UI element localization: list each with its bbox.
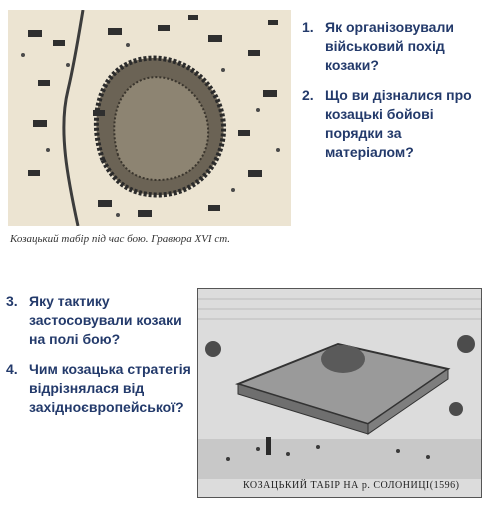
question-number: 3. [6,293,18,309]
question-item [6,360,196,417]
question-item [6,292,196,349]
engraving-caption: КОЗАЦЬКИЙ ТАБІР НА р. СОЛОНИЦІ(1596) [243,480,460,491]
engraving-illustration [8,10,291,226]
questions-list-bottom [6,292,196,428]
questions-list-top [302,18,482,173]
question-text: Як організовували військовий похід козаки? [325,19,454,73]
question-item [302,18,482,75]
solonytsia-camp-engraving [197,288,482,498]
question-text: Що ви дізналися про козацькі бойові порядки за матеріалом? [325,87,472,160]
cossack-camp-engraving [8,10,291,226]
engraving-caption: Козацький табір під час бою. Гравюра XVI ст. [10,233,231,245]
question-number: 1. [302,19,314,35]
question-text: Яку тактику застосовували козаки на полі бою? [29,293,182,347]
question-number: 4. [6,361,18,377]
question-number: 2. [302,87,314,103]
engraving-illustration [198,289,481,497]
question-item [302,86,482,162]
question-text: Чим козацька стратегія відрізнялася від західноєвропейської? [29,361,191,415]
